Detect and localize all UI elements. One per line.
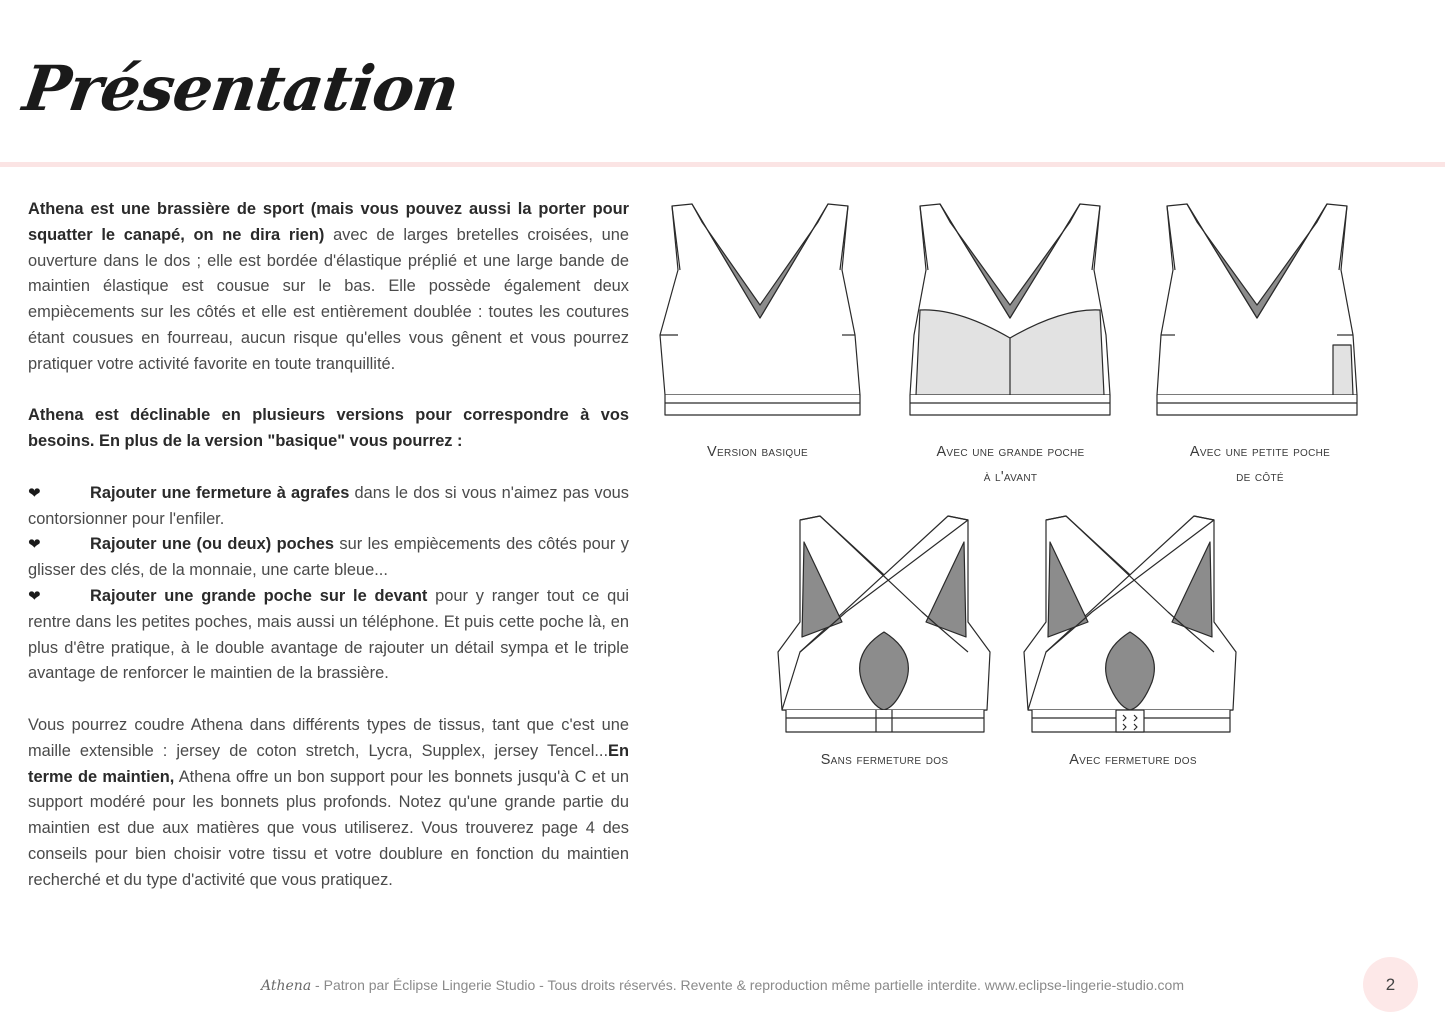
bullet-bold: Rajouter une (ou deux) poches xyxy=(90,535,334,554)
caption-front-pocket-line1: Avec une grande poche xyxy=(936,444,1085,460)
bullet-text: pour y ranger tout ce qui rentre dans les petites poches, mais aussi un téléphone. Et puis cette poche là, en plus d'être pratique, à le double avantage de rajouter un détail sympa et le triple avantage de renforcer le maintien de la brassière. xyxy=(28,586,629,683)
heart-icon: ❤ xyxy=(28,587,41,605)
fabrics-bold: En terme de maintien, xyxy=(28,741,629,786)
heart-icon: ❤ xyxy=(28,536,41,554)
fabrics-paragraph xyxy=(28,713,629,894)
fabrics-rest: Athena offre un bon support pour les bonnets jusqu'à C et un support modéré pour les bonnets plus profonds. Notez qu'une grande partie du maintien est due aux matières que vous utiliserez. Vous trouverez page 4 des conseils pour bien choisir votre tissu et votre doublure en fonction du maintien recherché et du type d'activité que vous pratiquez. xyxy=(28,767,629,889)
intro-bold: Athena est une brassière de sport (mais vous pouvez aussi la porter pour squatter le canapé, on ne dira rien) xyxy=(28,200,629,244)
fabrics-start: Vous pourrez coudre Athena dans différents types de tissus, tant que c'est une maille extensible : jersey de coton stretch, Lycra, Supplex, jersey Tencel... xyxy=(28,715,629,760)
versions-paragraph xyxy=(28,403,629,455)
caption-closure: Avec fermeture dos xyxy=(1069,752,1197,768)
footer-brand: Athena xyxy=(261,978,312,994)
intro-paragraph xyxy=(28,197,629,378)
bra-front-pocket-figure xyxy=(898,200,1123,425)
caption-basic: Version basique xyxy=(707,444,808,460)
caption-no-closure: Sans fermeture dos xyxy=(820,752,949,768)
footer xyxy=(0,977,1445,994)
bullet-bold: Rajouter une grande poche sur le devant xyxy=(90,586,428,605)
page-title: Présentation xyxy=(18,52,463,125)
bullet-bold: Rajouter une fermeture à agrafes xyxy=(90,483,350,502)
bullet-item xyxy=(28,584,629,687)
bullet-text: sur les empiècements des côtés pour y glisser des clés, de la monnaie, une carte bleue... xyxy=(28,535,629,580)
caption-front-pocket xyxy=(893,440,1128,490)
bullet-text: dans le dos si vous n'aimez pas vous contorsionner pour l'enfiler. xyxy=(28,483,629,528)
description-text xyxy=(28,197,629,894)
caption-side-pocket xyxy=(1140,440,1380,490)
bra-back-no-closure-figure xyxy=(772,512,997,740)
bra-side-pocket-figure xyxy=(1145,200,1370,425)
bra-back-closure-figure xyxy=(1018,512,1243,740)
page-number-badge: 2 xyxy=(1363,957,1418,1012)
heart-icon: ❤ xyxy=(28,484,41,502)
bullet-item xyxy=(28,481,629,533)
footer-text: - Patron par Éclipse Lingerie Studio - Tous droits réservés. Revente & reproduction même partielle interdite. www.eclipse-lingerie-studio.com xyxy=(311,977,1184,993)
versions-bold: Athena est déclinable en plusieurs versions pour correspondre à vos besoins. En plus de la version "basique" vous pourrez : xyxy=(28,406,629,451)
intro-rest: avec de larges bretelles croisées, une ouverture dans le dos ; elle est bordée d'élastique préplié et une large bande de maintien élastique est cousue sur le bas. Elle possède également deux empiècements sur les côtés et elle est entièrement doublée : toutes les coutures étant cousues en fourreau, aucun risque qu'elles vous gênent et vous pourrez pratiquer votre activité favorite en toute tranquillité. xyxy=(28,225,629,373)
caption-side-pocket-line2: de côté xyxy=(1236,469,1284,485)
caption-front-pocket-line2: à l'avant xyxy=(983,469,1038,485)
caption-side-pocket-line1: Avec une petite poche xyxy=(1189,444,1331,460)
header-divider xyxy=(0,162,1445,167)
bullet-item xyxy=(28,532,629,584)
bra-basic-front-figure xyxy=(650,200,870,425)
